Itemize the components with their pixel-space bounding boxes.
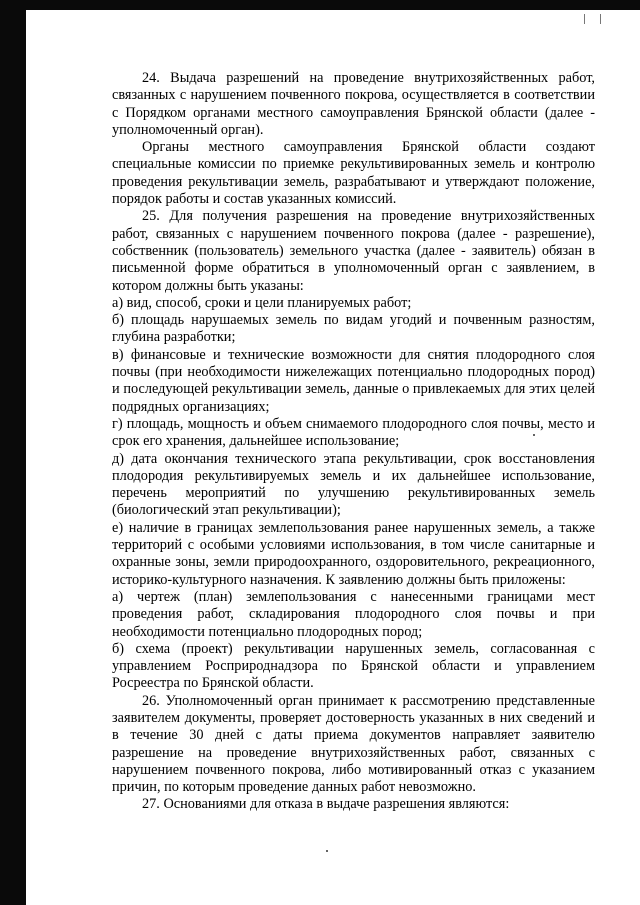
scan-left-border — [0, 0, 26, 905]
list-item-v: в) финансовые и технические возможности для снятия плодородного слоя почвы (при необходимости нижележащих потенциально плодородных пород) и последующей рекультивации земель, данные о привлекаемых для этих целей подрядных организациях; — [112, 346, 595, 415]
list-item-b: б) площадь нарушаемых земель по видам угодий и почвенным разностям, глубина разработки; — [112, 312, 595, 346]
paragraph-27: 27. Основаниями для отказа в выдаче разрешения являются: — [142, 796, 510, 813]
document-body — [112, 70, 595, 814]
scan-speck — [326, 850, 328, 852]
paragraph-commissions: Органы местного самоуправления Брянской области создают специальные комиссии по приемке рекультивированных земель и контролю проведения рекультивации земель, разрабатывают и утверждают положение, порядок работы и состав указанных комиссий. — [112, 139, 595, 208]
paragraph-26: 26. Уполномоченный орган принимает к рассмотрению представленные заявителем документы, проверяет достоверность указанных в них сведений и в течение 30 дней с даты приема документов направляет заявителю разрешение на проведение внутрихозяйственных работ, связанных с нарушением почвенного покрова, либо мотивированный отказ с указанием причин, по которым проведение данных работ невозможно. — [112, 692, 595, 796]
list-item-d: д) дата окончания технического этапа рекультивации, срок восстановления плодородия рекультивируемых земель и их дальнейшее использование, перечень мероприятий по улучшению рекультивированных земель (биологический этап рекультивации); — [112, 450, 595, 519]
paragraph-24: 24. Выдача разрешений на проведение внутрихозяйственных работ, связанных с нарушением почвенного покрова, осуществляется в соответствии с Порядком органами местного самоуправления Брянской области (далее - уполномоченный орган). — [112, 70, 595, 138]
scan-top-border — [0, 0, 640, 10]
list-item-e: е) наличие в границах землепользования ранее нарушенных земель, а также территорий с особыми условиями использования, в том числе санитарные и охранные зоны, земли природоохранного, оздоровительного, рекреационного, историко-культурного назначения. К заявлению должны быть приложены: — [112, 519, 595, 588]
scan-speck — [533, 434, 535, 436]
list-item-a: а) вид, способ, сроки и цели планируемых работ; — [112, 294, 412, 311]
corner-marks — [580, 14, 620, 24]
attachment-item-b: б) схема (проект) рекультивации нарушенных земель, согласованная с управлением Росприроднадзора по Брянской области и управлением Росреестра по Брянской области. — [112, 640, 595, 692]
attachment-item-a: а) чертеж (план) землепользования с нанесенными границами мест проведения работ, складирования плодородного слоя почвы и при необходимости потенциально плодородных пород; — [112, 588, 595, 640]
paragraph-25: 25. Для получения разрешения на проведение внутрихозяйственных работ, связанных с нарушением почвенного покрова (далее - разрешение), собственник (пользователь) земельного участка (далее - заявитель) обязан в письменной форме обратиться в уполномоченный орган с заявлением, в котором должны быть указаны: — [112, 208, 595, 294]
list-item-g: г) площадь, мощность и объем снимаемого плодородного слоя почвы, место и срок его хранения, дальнейшее использование; — [112, 415, 595, 450]
